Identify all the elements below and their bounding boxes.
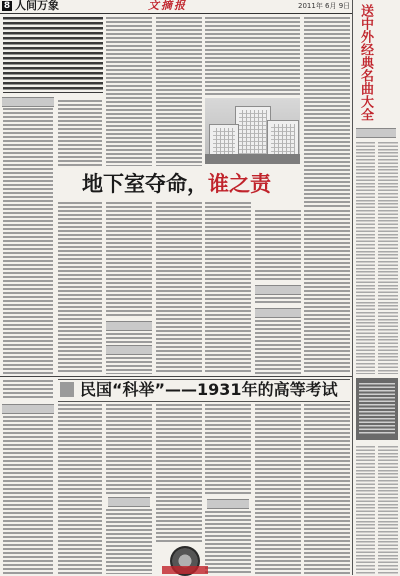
ad-text-column xyxy=(356,142,375,374)
text-column xyxy=(205,202,251,374)
text-column xyxy=(3,416,53,574)
ad-text-column xyxy=(378,142,398,374)
text-column xyxy=(205,404,251,496)
text-column xyxy=(255,297,301,305)
text-column xyxy=(106,357,152,374)
text-column xyxy=(156,404,202,542)
text-column xyxy=(205,17,300,95)
section-title: 人间万象 xyxy=(15,0,59,12)
text-column xyxy=(156,202,202,374)
hospital-building-photo xyxy=(205,98,300,164)
subheading-bar xyxy=(108,497,150,507)
lead-paragraph xyxy=(3,17,103,93)
ad-panel-text xyxy=(359,383,395,435)
text-column xyxy=(3,380,53,400)
subheading-bar xyxy=(106,321,152,331)
subheading-bar xyxy=(255,308,301,318)
text-column xyxy=(106,202,152,318)
text-column xyxy=(106,17,152,166)
text-column xyxy=(304,404,350,574)
headline-red-part: 谁之责 xyxy=(208,172,271,196)
section-divider xyxy=(0,376,352,377)
text-column xyxy=(58,404,102,574)
photo-building-wing xyxy=(267,120,299,158)
ad-text-column xyxy=(378,446,398,574)
subheading-bar xyxy=(207,499,249,509)
text-column xyxy=(156,17,202,166)
text-column xyxy=(255,320,301,374)
text-column xyxy=(58,202,102,374)
masthead-logo: 文摘报 xyxy=(148,0,187,12)
page-number: 8 xyxy=(3,1,11,11)
subheading-bar xyxy=(2,404,54,414)
text-column xyxy=(106,509,152,574)
exam-article-headline: 民国“科举”——1931年的高等考试 xyxy=(80,380,338,399)
text-column xyxy=(304,210,350,374)
issue-date: 2011年 6月 9日 xyxy=(298,2,351,10)
ad-subtitle-bar xyxy=(356,128,396,138)
headline-black-part: 地下室夺命， xyxy=(82,172,208,196)
text-column xyxy=(255,210,301,282)
emblem-ribbon xyxy=(162,566,208,574)
text-column xyxy=(106,333,152,343)
text-column xyxy=(106,404,152,494)
text-column xyxy=(3,108,53,374)
text-column xyxy=(255,404,301,574)
photo-ground xyxy=(205,154,300,164)
photo-building-tower xyxy=(235,106,271,158)
ad-headline: 送中外经典名曲大全 xyxy=(358,4,373,121)
subheading-bar xyxy=(2,97,54,107)
subheading-bar xyxy=(255,285,301,295)
photo-building-wing xyxy=(209,124,239,158)
text-column xyxy=(304,17,350,207)
subheading-bar xyxy=(106,345,152,355)
ad-text-column xyxy=(356,446,375,574)
text-column xyxy=(58,100,102,166)
headline-marker xyxy=(60,382,74,397)
article-headline xyxy=(82,171,271,197)
text-column xyxy=(205,511,251,574)
